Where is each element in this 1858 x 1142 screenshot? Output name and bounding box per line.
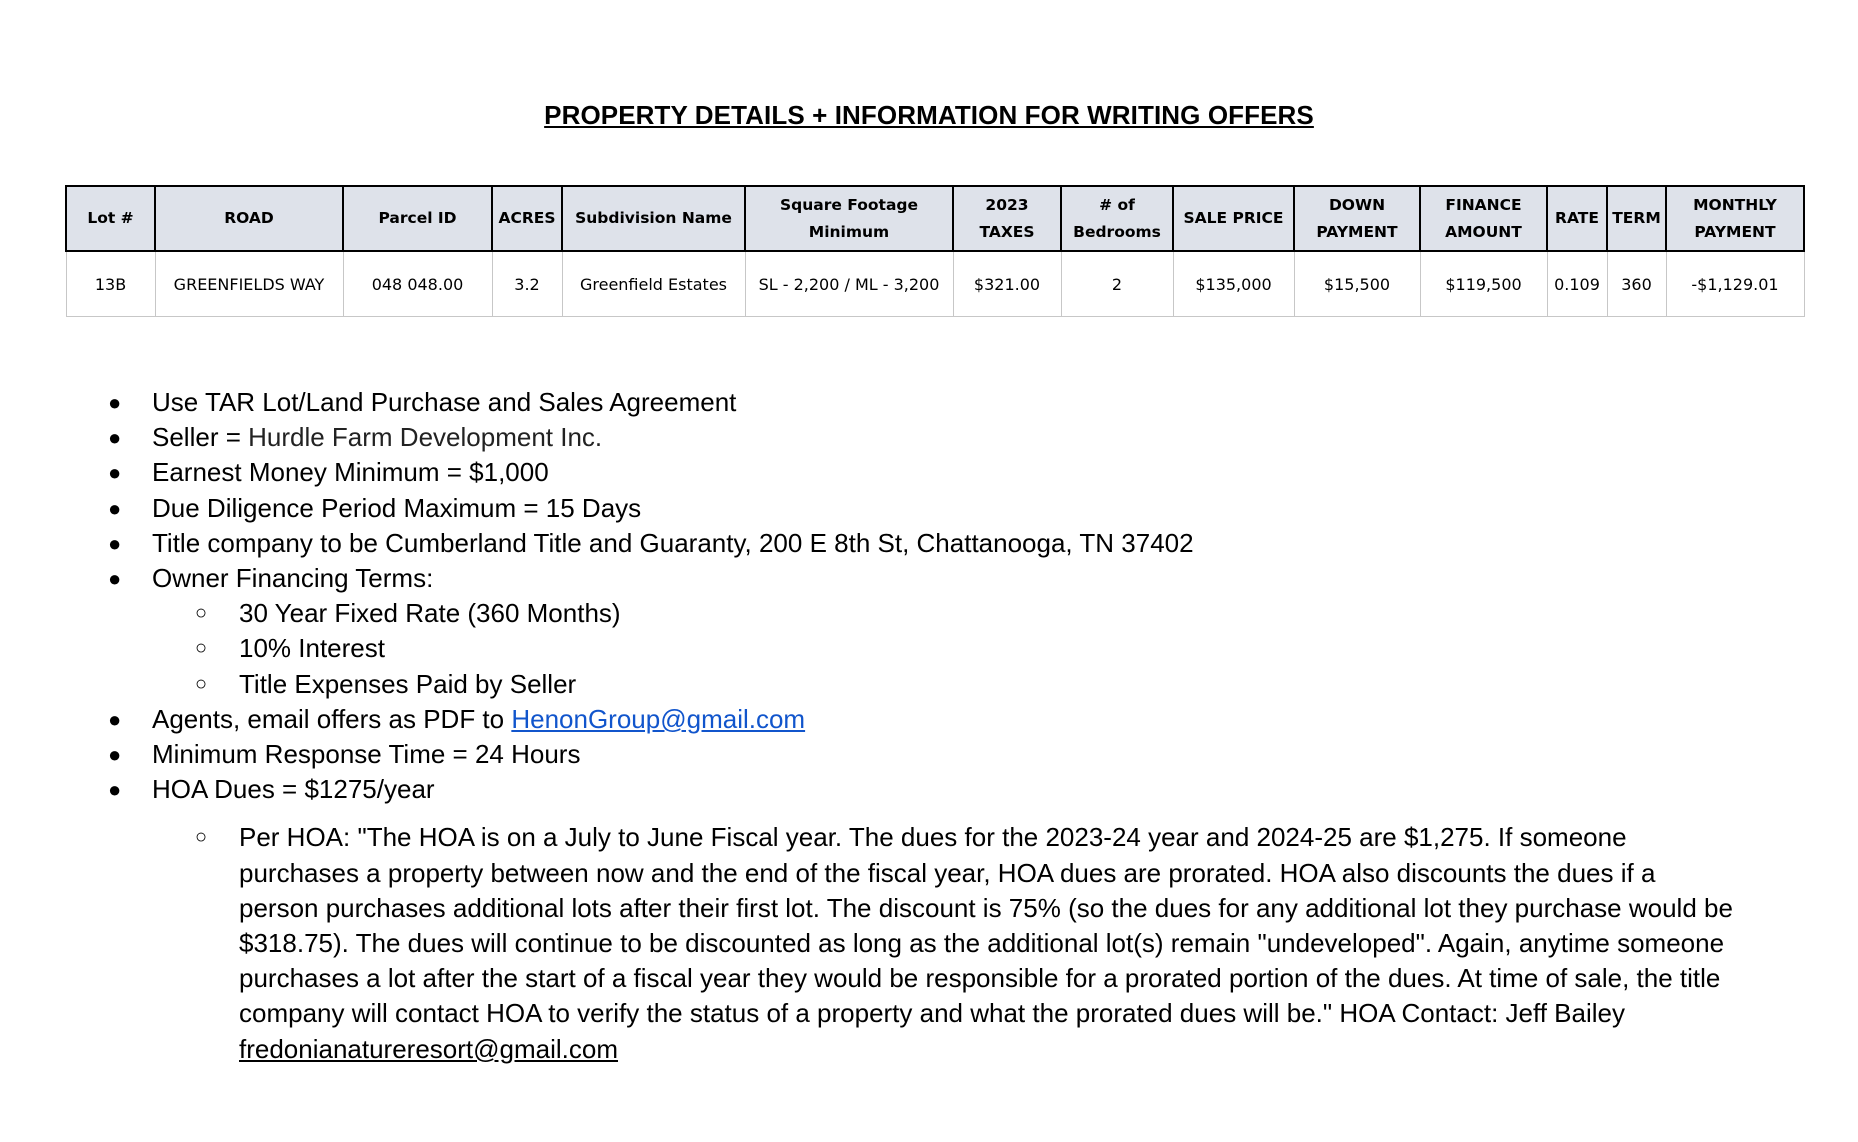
cell-parcel-id: 048 048.00 (343, 251, 492, 317)
list-item (0, 526, 1858, 561)
seller-label: Seller = (152, 422, 249, 453)
table-header-row (66, 186, 1804, 251)
sub-list-item (0, 631, 1858, 666)
header-finance-amount: FINANCE AMOUNT (1420, 186, 1547, 251)
list-item (0, 385, 1858, 420)
header-rate: RATE (1547, 186, 1607, 251)
list-item (0, 420, 1858, 455)
sub-list-item (0, 820, 1734, 1066)
bullet-dot-icon: ● (108, 706, 122, 732)
header-acres: ACRES (492, 186, 562, 251)
header-down-payment: DOWN PAYMENT (1294, 186, 1420, 251)
list-item (0, 772, 1858, 807)
offers-email-link[interactable]: HenonGroup@gmail.com (511, 703, 806, 734)
header-sale-price: SALE PRICE (1173, 186, 1294, 251)
list-item (0, 455, 1858, 490)
bullet-dot-icon: ● (108, 460, 122, 486)
cell-taxes: $321.00 (953, 251, 1061, 317)
list-item (0, 491, 1858, 526)
cell-subdivision: Greenfield Estates (562, 251, 745, 317)
response-time-text: Minimum Response Time = 24 Hours (152, 739, 581, 770)
bullet-circle-icon: ○ (195, 602, 208, 625)
cell-square-footage: SL - 2,200 / ML - 3,200 (745, 251, 953, 317)
bullet-dot-icon: ● (108, 777, 122, 803)
header-parcel-id: Parcel ID (343, 186, 492, 251)
hoa-contact-email-link[interactable]: fredonianatureresort@gmail.com (239, 1033, 619, 1064)
due-diligence-text: Due Diligence Period Maximum = 15 Days (152, 492, 642, 523)
list-item (0, 702, 1858, 737)
header-road: ROAD (155, 186, 343, 251)
cell-finance-amount: $119,500 (1420, 251, 1547, 317)
table-row (66, 251, 1804, 317)
financing-term-text: 30 Year Fixed Rate (360 Months) (239, 598, 621, 629)
hoa-note-text: Per HOA: "The HOA is on a July to June Fiscal year. The dues for the 2023-24 year and 2024-25 are $1,275. If someone purchases a property between now and the end of the fiscal year, HOA dues are prorated. HOA also discounts the dues if a person purchases additional lots after their first lot. The discount is 75% (so the dues for any additional lot they purchase would be $318.75). The dues will continue to be discounted as long as the additional lot(s) remain "undeveloped". Again, anytime someone purchases a lot after the start of a fiscal year they would be responsible for a prorated portion of the dues. At time of sale, the title company will contact HOA to verify the status of a property and what the prorated dues will be." HOA Contact: Jeff Bailey (239, 822, 1733, 1029)
bullet-dot-icon: ● (108, 742, 122, 768)
cell-monthly-payment: -$1,129.01 (1666, 251, 1804, 317)
bullet-dot-icon: ● (108, 530, 122, 556)
list-item (0, 737, 1858, 772)
header-subdivision: Subdivision Name (562, 186, 745, 251)
header-lot: Lot # (66, 186, 155, 251)
cell-down-payment: $15,500 (1294, 251, 1420, 317)
cell-term: 360 (1607, 251, 1666, 317)
bullet-dot-icon: ● (108, 425, 122, 451)
hoa-dues-text: HOA Dues = $1275/year (152, 774, 435, 805)
offers-label: Agents, email offers as PDF to (152, 703, 512, 734)
bullet-dot-icon: ● (108, 566, 122, 592)
sub-list-item (0, 667, 1858, 702)
cell-road: GREENFIELDS WAY (155, 251, 343, 317)
header-term: TERM (1607, 186, 1666, 251)
cell-rate: 0.109 (1547, 251, 1607, 317)
agreement-text: Use TAR Lot/Land Purchase and Sales Agreement (152, 387, 737, 417)
header-bedrooms: # of Bedrooms (1061, 186, 1173, 251)
seller-name: Hurdle Farm Development Inc. (248, 422, 603, 453)
cell-lot: 13B (66, 251, 155, 317)
header-square-footage: Square Footage Minimum (745, 186, 953, 251)
page-title: PROPERTY DETAILS + INFORMATION FOR WRITING OFFERS (544, 100, 1314, 130)
owner-financing-text: Owner Financing Terms: (152, 563, 434, 594)
list-item (0, 561, 1858, 596)
bullet-dot-icon: ● (108, 390, 122, 415)
sub-list-item (0, 596, 1858, 631)
header-monthly-payment: MONTHLY PAYMENT (1666, 186, 1804, 251)
earnest-money-text: Earnest Money Minimum = $1,000 (152, 457, 549, 488)
title-company-text: Title company to be Cumberland Title and Guaranty, 200 E 8th St, Chattanooga, TN 37402 (152, 527, 1194, 558)
bullet-circle-icon: ○ (195, 637, 208, 660)
header-taxes: 2023 TAXES (953, 186, 1061, 251)
cell-sale-price: $135,000 (1173, 251, 1294, 317)
offer-info-list (0, 385, 1858, 1067)
bullet-circle-icon: ○ (195, 826, 208, 849)
financing-term-text: 10% Interest (239, 633, 385, 664)
bullet-circle-icon: ○ (195, 672, 208, 695)
cell-acres: 3.2 (492, 251, 562, 317)
cell-bedrooms: 2 (1061, 251, 1173, 317)
property-details-table (65, 185, 1805, 317)
bullet-dot-icon: ● (108, 495, 122, 521)
financing-term-text: Title Expenses Paid by Seller (239, 668, 577, 699)
